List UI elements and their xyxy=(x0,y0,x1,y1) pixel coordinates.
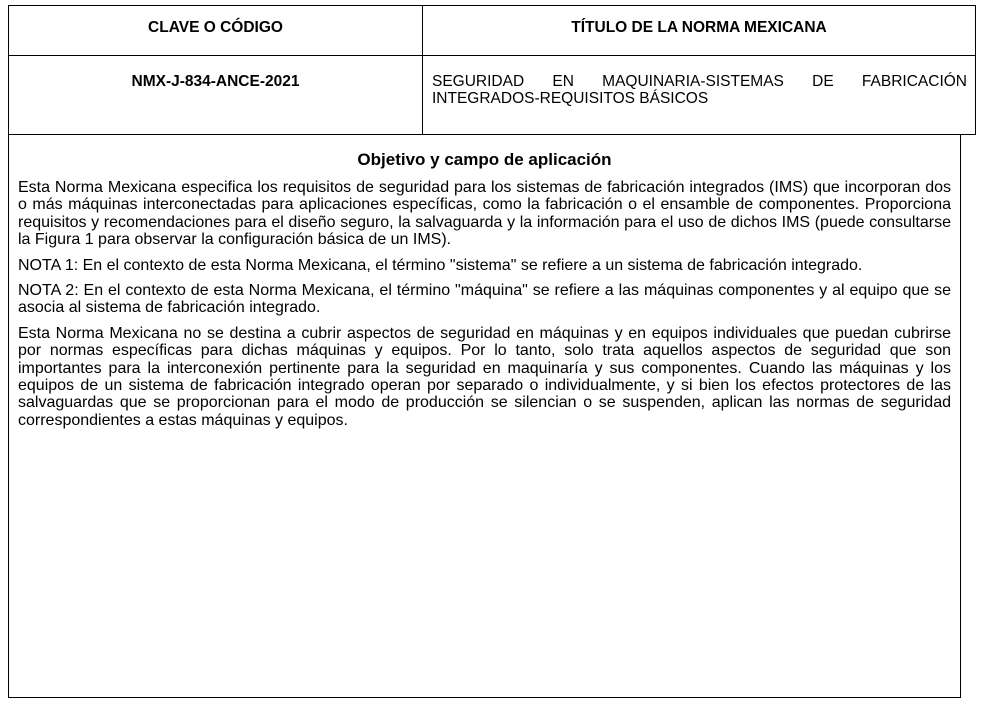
norm-code: NMX-J-834-ANCE-2021 xyxy=(131,73,300,90)
note-1-paragraph: NOTA 1: En el contexto de esta Norma Mexicana, el término "sistema" se refiere a un sistema de fabricación integrado. xyxy=(18,256,863,274)
scope-paragraph: Esta Norma Mexicana especifica los requisitos de seguridad para los sistemas de fabricación integrados (IMS) que incorporan dos o más máquinas interconectadas para aplicaciones específicas, como la fabricación o el ensamble de componentes. Proporciona requisitos y recomendaciones para el diseño seguro, la salvaguarda y la información para el uso de dichos IMS (puede consultarse la Figura 1 para observar la configuración básica de un IMS). xyxy=(18,179,951,249)
exclusions-paragraph: Esta Norma Mexicana no se destina a cubrir aspectos de seguridad en máquinas y en equipos individuales que puedan cubrirse por normas específicas para dichas máquinas y equipos. Por lo tanto, solo trata aquellos aspectos de seguridad que son importantes para la interconexión pertinente para la seguridad en maquinaría y sus componentes. Cuando las máquinas y los equipos de un sistema de fabricación integrado operan por separado o individualmente, y si bien los efectos protectores de las salvaguardas que se proporcionan para el modo de producción se silencian o se suspenden, aplican las normas de seguridad correspondientes a estas máquinas y equipos. xyxy=(18,324,951,429)
table-value-row xyxy=(9,56,975,135)
note-2-paragraph: NOTA 2: En el contexto de esta Norma Mexicana, el término "máquina" se refiere a las máquinas componentes y al equipo que se asocia al sistema de fabricación integrado. xyxy=(18,282,951,317)
code-value-cell xyxy=(9,56,423,135)
title-column-header: TÍTULO DE LA NORMA MEXICANA xyxy=(571,19,827,36)
code-header-cell xyxy=(9,6,423,55)
code-column-header: CLAVE O CÓDIGO xyxy=(148,19,283,36)
norm-title: SEGURIDAD EN MAQUINARIA-SISTEMAS DE FABRICACIÓN INTEGRADOS-REQUISITOS BÁSICOS xyxy=(432,73,967,107)
title-header-cell xyxy=(423,6,975,55)
scope-heading: Objetivo y campo de aplicación xyxy=(357,150,612,169)
table-header-row xyxy=(9,6,975,56)
norm-identification-table xyxy=(8,5,976,135)
scope-section xyxy=(8,135,961,698)
title-value-cell xyxy=(423,56,975,135)
